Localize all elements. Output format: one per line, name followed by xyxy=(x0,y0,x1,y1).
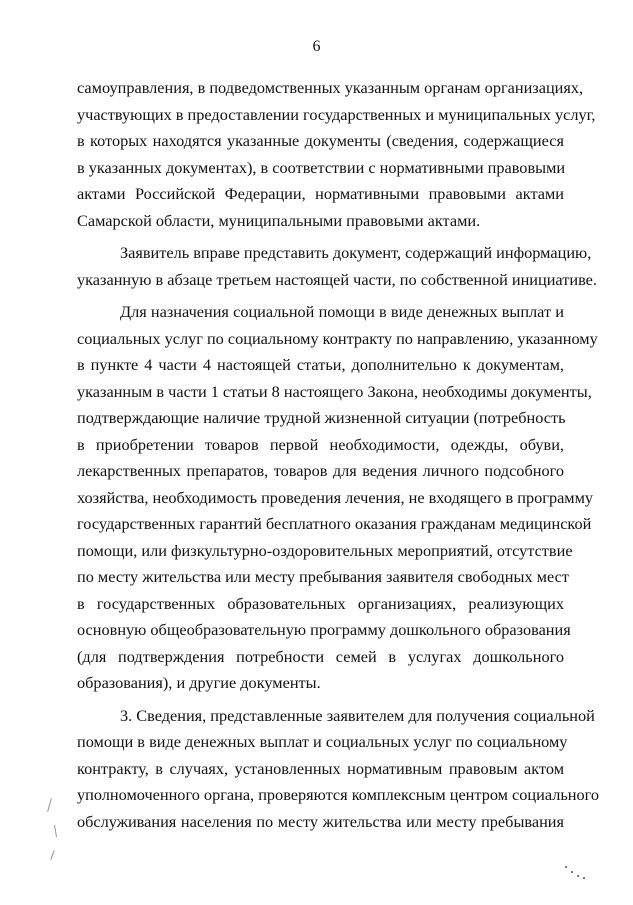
text-line: помощи, или физкультурно-оздоровительных мероприятий, отсутствие xyxy=(77,540,573,560)
text-line: в которых находятся указанные документы (сведения, содержащиеся xyxy=(77,131,564,150)
scan-dot xyxy=(571,871,573,873)
text-line: указанным в части 1 статьи 8 настоящего Закона, необходимы документы, xyxy=(77,381,592,401)
paragraph-1 xyxy=(77,75,596,234)
text-line: Для назначения социальной помощи в виде денежных выплат и xyxy=(120,302,564,321)
text-line: (для подтверждения потребности семей в услугах дошкольного xyxy=(77,646,564,666)
scan-mark xyxy=(47,798,52,812)
text-line: хозяйства, необходимость проведения лечения, не входящего в программу xyxy=(77,487,594,507)
paragraph-3 xyxy=(77,299,598,697)
scan-mark xyxy=(54,825,57,837)
text-line: 3. Сведения, представленные заявителем для получения социальной xyxy=(120,705,595,725)
text-line: лекарственных препаратов, товаров для ведения личного подсобного xyxy=(77,461,564,480)
text-line: социальных услуг по социальному контракту по направлению, указанному xyxy=(77,328,598,348)
scan-dot xyxy=(577,875,579,877)
scan-mark xyxy=(50,850,54,860)
document-text xyxy=(77,75,600,835)
text-line: в указанных документах), в соответствии с нормативными правовыми xyxy=(77,157,566,177)
text-line: основную общеобразовательную программу дошкольного образования xyxy=(77,620,571,639)
paragraph-4 xyxy=(77,703,600,836)
text-line: в приобретении товаров первой необходимости, одежды, обуви, xyxy=(77,434,564,454)
text-line: указанную в абзаце третьем настоящей части, по собственной инициативе. xyxy=(77,269,597,289)
text-line: подтверждающие наличие трудной жизненной ситуации (потребность xyxy=(77,408,566,427)
text-line: в пункте 4 части 4 настоящей статьи, дополнительно к документам, xyxy=(77,355,564,374)
text-line: Заявитель вправе представить документ, содержащий информацию, xyxy=(120,243,592,262)
text-line: Самарской области, муниципальными правовыми актами. xyxy=(77,210,481,230)
text-line: обслуживания населения по месту жительства или месту пребывания xyxy=(77,811,564,831)
text-line: контракту, в случаях, установленных нормативным правовым актом xyxy=(77,758,564,778)
text-line: участвующих в предоставлении государственных и муниципальных услуг, xyxy=(77,104,596,124)
text-line: в государственных образовательных организациях, реализующих xyxy=(77,593,564,613)
text-line: государственных гарантий бесплатного оказания гражданам медицинской xyxy=(77,514,592,533)
text-line: по месту жительства или месту пребывания заявителя свободных мест xyxy=(77,567,569,586)
page-number: 6 xyxy=(312,38,321,55)
text-line: самоуправления, в подведомственных указанным органам организациях, xyxy=(77,78,584,97)
text-line: помощи в виде денежных выплат и социальных услуг по социальному xyxy=(77,732,568,751)
text-line: уполномоченного органа, проверяются комплексным центром социального xyxy=(77,785,600,804)
text-line: образования), и другие документы. xyxy=(77,673,321,692)
scan-dot xyxy=(583,877,585,879)
scan-dot xyxy=(565,866,567,868)
text-line: актами Российской Федерации, нормативными правовыми актами xyxy=(77,184,564,203)
paragraph-2 xyxy=(77,240,597,293)
